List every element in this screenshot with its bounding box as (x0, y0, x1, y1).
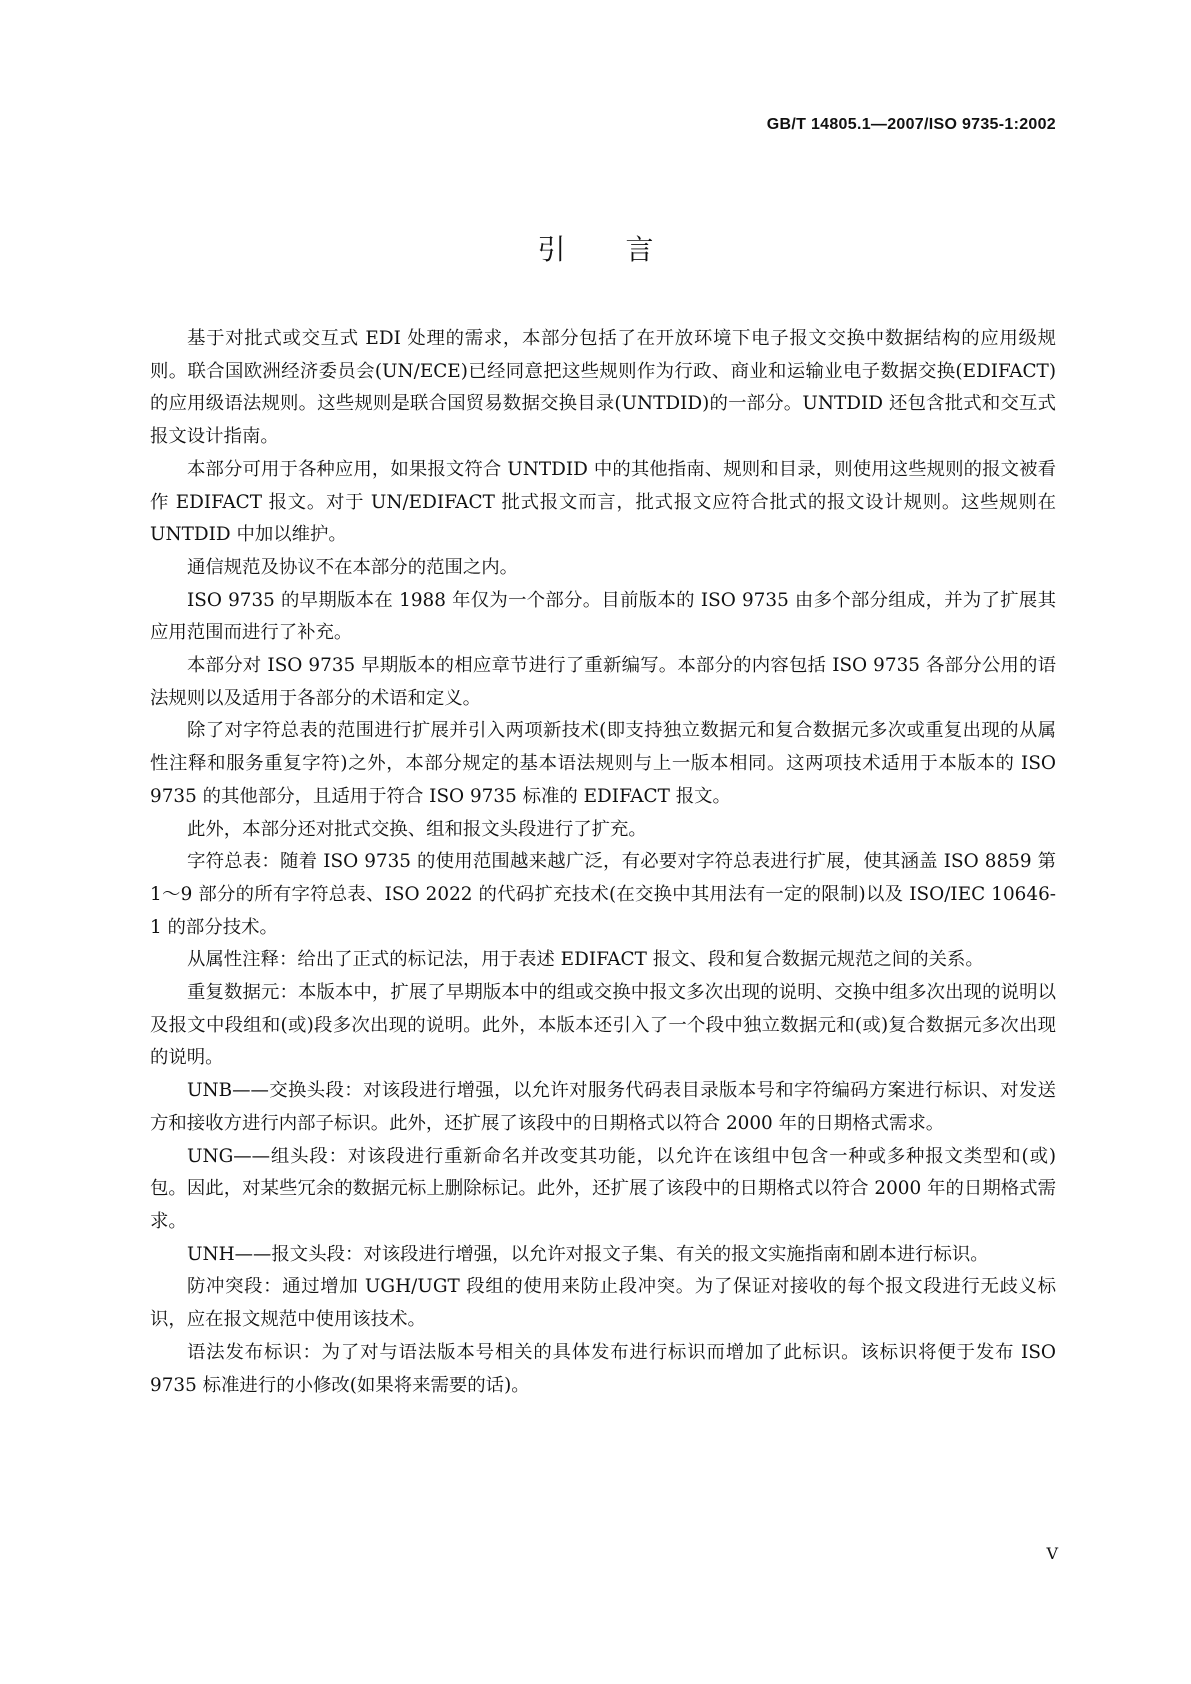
paragraph: UNB——交换头段：对该段进行增强，以允许对服务代码表目录版本号和字符编码方案进行标识、对发送方和接收方进行内部子标识。此外，还扩展了该段中的日期格式以符合 2000 年的日期格式需求。 (150, 1080, 1056, 1134)
paragraph: 基于对批式或交互式 EDI 处理的需求，本部分包括了在开放环境下电子报文交换中数据结构的应用级规则。联合国欧洲经济委员会(UN/ECE)已经同意把这些规则作为行政、商业和运输业电子数据交换(EDIFACT)的应用级语法规则。这些规则是联合国贸易数据交换目录(UNTDID)的一部分。UNTDID 还包含批式和交互式报文设计指南。 (150, 328, 1056, 448)
paragraph: 从属性注释：给出了正式的标记法，用于表述 EDIFACT 报文、段和复合数据元规范之间的关系。 (187, 949, 984, 971)
paragraph: UNH——报文头段：对该段进行增强，以允许对报文子集、有关的报文实施指南和剧本进行标识。 (187, 1243, 989, 1265)
paragraph: 防冲突段：通过增加 UGH/UGT 段组的使用来防止段冲突。为了保证对接收的每个报文段进行无歧义标识，应在报文规范中使用该技术。 (150, 1276, 1056, 1331)
paragraph: 重复数据元：本版本中，扩展了早期版本中的组或交换中报文多次出现的说明、交换中组多次出现的说明以及报文中段组和(或)段多次出现的说明。此外，本版本还引入了一个段中独立数据元和(或)复合数据元多次出现的说明。 (150, 982, 1056, 1069)
paragraph: 此外，本部分还对批式交换、组和报文头段进行了扩充。 (187, 818, 647, 840)
page-number: V (1046, 1544, 1058, 1563)
standard-number: GB/T 14805.1—2007/ISO 9735-1:2002 (766, 116, 1056, 133)
paragraph: 语法发布标识：为了对与语法版本号相关的具体发布进行标识而增加了此标识。该标识将便于发布 ISO 9735 标准进行的小修改(如果将来需要的话)。 (150, 1341, 1056, 1396)
paragraph: 通信规范及协议不在本部分的范围之内。 (187, 556, 519, 578)
paragraph: 字符总表：随着 ISO 9735 的使用范围越来越广泛，有必要对字符总表进行扩展，使其涵盖 ISO 8859 第1～9 部分的所有字符总表、ISO 2022 的代码扩充技术(在交换中其用法有一定的限制)以及 ISO/IEC 10646-1 的部分技术。 (150, 851, 1056, 938)
paragraph: ISO 9735 的早期版本在 1988 年仅为一个部分。目前版本的 ISO 9735 由多个部分组成，并为了扩展其应用范围而进行了补充。 (150, 589, 1056, 644)
page-title: 引言 (537, 233, 714, 266)
paragraph: 本部分对 ISO 9735 早期版本的相应章节进行了重新编写。本部分的内容包括 ISO 9735 各部分公用的语法规则以及适用于各部分的术语和定义。 (150, 655, 1057, 709)
introduction-body (150, 323, 1056, 1402)
paragraph: UNG——组头段：对该段进行重新命名并改变其功能，以允许在该组中包含一种或多种报文类型和(或)包。因此，对某些冗余的数据元标上删除标记。此外，还扩展了该段中的日期格式以符合 2000 年的日期格式需求。 (150, 1145, 1056, 1232)
paragraph: 本部分可用于各种应用，如果报文符合 UNTDID 中的其他指南、规则和目录，则使用这些规则的报文被看作 EDIFACT 报文。对于 UN/EDIFACT 批式报文而言，批式报文应符合批式的报文设计规则。这些规则在 UNTDID 中加以维护。 (150, 458, 1056, 546)
paragraph: 除了对字符总表的范围进行扩展并引入两项新技术(即支持独立数据元和复合数据元多次或重复出现的从属性注释和服务重复字符)之外，本部分规定的基本语法规则与上一版本相同。这两项技术适用于本版本的 ISO 9735 的其他部分，且适用于符合 ISO 9735 标准的 EDIFACT 报文。 (150, 720, 1056, 807)
